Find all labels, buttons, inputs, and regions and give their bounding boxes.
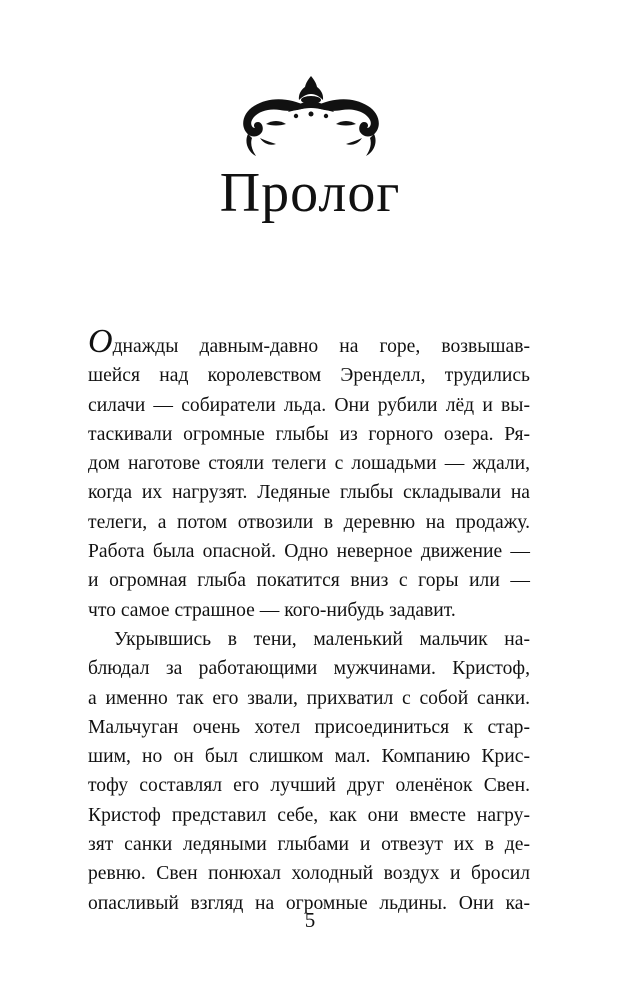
text-line: Укрывшись в тени, маленький мальчик на-: [114, 628, 530, 650]
text-line: Кристоф представил себе, как они вместе нагру-: [88, 804, 530, 826]
chapter-title: Пролог: [219, 162, 401, 224]
chapter-body: [88, 323, 530, 918]
text-line: таскивали огромные глыбы из горного озера. Ря-: [88, 423, 530, 445]
text-line: дом наготове стояли телеги с лошадьми — ждали,: [88, 453, 530, 475]
text-line: что самое страшное — кого-нибудь задавит.: [88, 599, 456, 621]
text-line: Мальчуган очень хотел присоединиться к стар-: [88, 716, 530, 738]
text-line: блюдал за работающими мужчинами. Кристоф,: [88, 658, 530, 680]
paragraph-1: [88, 323, 530, 625]
text-line: Работа была опасной. Одно неверное движение —: [88, 541, 530, 563]
text-line: и огромная глыба покатится вниз с горы или —: [88, 570, 530, 592]
text-line: а именно так его звали, прихватил с собой санки.: [88, 687, 530, 709]
text-line: шейся над королевством Эренделл, трудились: [88, 365, 530, 387]
text-line: опасливый взгляд на огромные льдины. Они ка-: [88, 892, 530, 914]
text-line: шим, но он был слишком мал. Компанию Крис-: [88, 746, 530, 768]
text-line: зят санки ледяными глыбами и отвезут их в де-: [88, 834, 530, 856]
floral-ornament-icon: [226, 72, 396, 162]
text-line: ревню. Свен понюхал холодный воздух и бросил: [88, 863, 530, 885]
text-line: тофу составлял его лучший друг оленёнок Свен.: [88, 775, 530, 797]
drop-cap: О: [88, 323, 113, 360]
page-number: 5: [304, 908, 316, 932]
text-line: когда их нагрузят. Ледяные глыбы складывали на: [88, 482, 530, 504]
text-line: телеги, а потом отвозили в деревню на продажу.: [88, 511, 530, 533]
text-line: Однажды давным-давно на горе, возвышав-: [88, 323, 530, 360]
text-line: силачи — собиратели льда. Они рубили лёд и вы-: [88, 394, 530, 416]
paragraph-2: [88, 625, 530, 918]
